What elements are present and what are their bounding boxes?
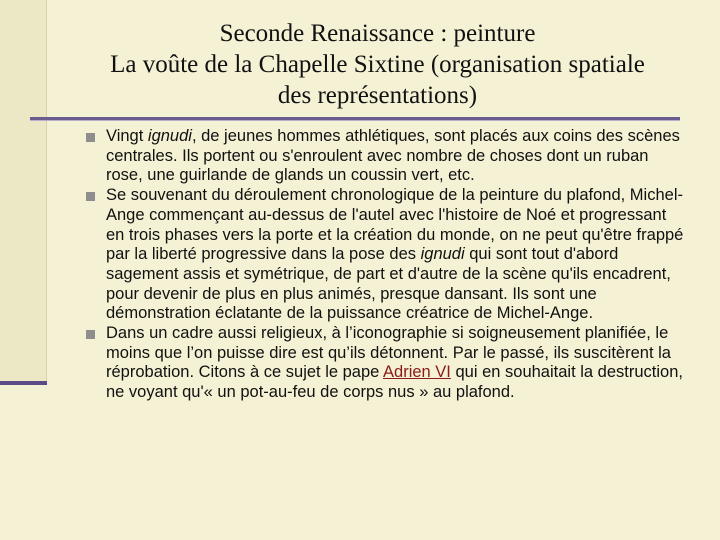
bullet-text xyxy=(106,127,686,186)
bullet-text-part: Se souvenant du déroulement chronologique de la peinture du plafond, Michel-Ange commençant au-dessus de l'autel avec l'histoire de Noé et progressant en trois phases vers la porte et la création du monde, on ne peut qu'être frappé par la liberté progressive dans la pose des xyxy=(106,186,684,264)
bullet-text-part: Dans un cadre aussi religieux, à l’iconographie si soigneusement planifiée, le moins que l’on puisse dire est qu’ils détonnent. Par le passé, ils suscitèrent la réprobation. Citons à ce sujet le pape xyxy=(106,324,671,382)
bullet-item-2 xyxy=(86,186,686,324)
title-underline-shadow xyxy=(30,120,680,121)
bullet-text-part: Vingt xyxy=(106,127,148,145)
left-accent-rule xyxy=(0,381,47,385)
slide-title xyxy=(70,18,685,111)
bullet-item-3 xyxy=(86,324,686,403)
left-decorative-bar xyxy=(0,0,47,384)
square-bullet-icon xyxy=(86,133,95,142)
italic-term: ignudi xyxy=(147,127,192,145)
adrien-vi-link[interactable]: Adrien VI xyxy=(383,363,451,382)
title-line-3: des représentations) xyxy=(277,82,478,109)
bullet-item-1 xyxy=(86,127,686,186)
bullet-text-part: qui sont tout d'abord sagement assis et symétrique, de part et d'autre de la scène qu'ils encadrent, pour devenir de plus en plus animés, presque dansant. Ils sont une démonstration éclatante de la puissance créatrice de Michel-Ange. xyxy=(106,245,671,323)
bullet-text xyxy=(106,186,686,324)
bullet-text-part: , de jeunes hommes athlétiques, sont placés aux coins des scènes centrales. Ils portent ou s'enroulent avec nombre de choses dont un ruban rose, une guirlande de glands un coussin vert, etc. xyxy=(106,127,680,185)
bullet-list xyxy=(86,127,686,403)
title-line-2: La voûte de la Chapelle Sixtine (organisation spatiale xyxy=(110,51,645,78)
bullet-text xyxy=(106,324,686,403)
title-line-1: Seconde Renaissance : peinture xyxy=(219,20,536,47)
square-bullet-icon xyxy=(86,330,95,339)
square-bullet-icon xyxy=(86,192,95,201)
bullet-text-part: qui en souhaitait la destruction, ne voyant qu'« un pot-au-feu de corps nus » au plafond. xyxy=(106,363,683,402)
italic-term: ignudi xyxy=(420,245,465,264)
